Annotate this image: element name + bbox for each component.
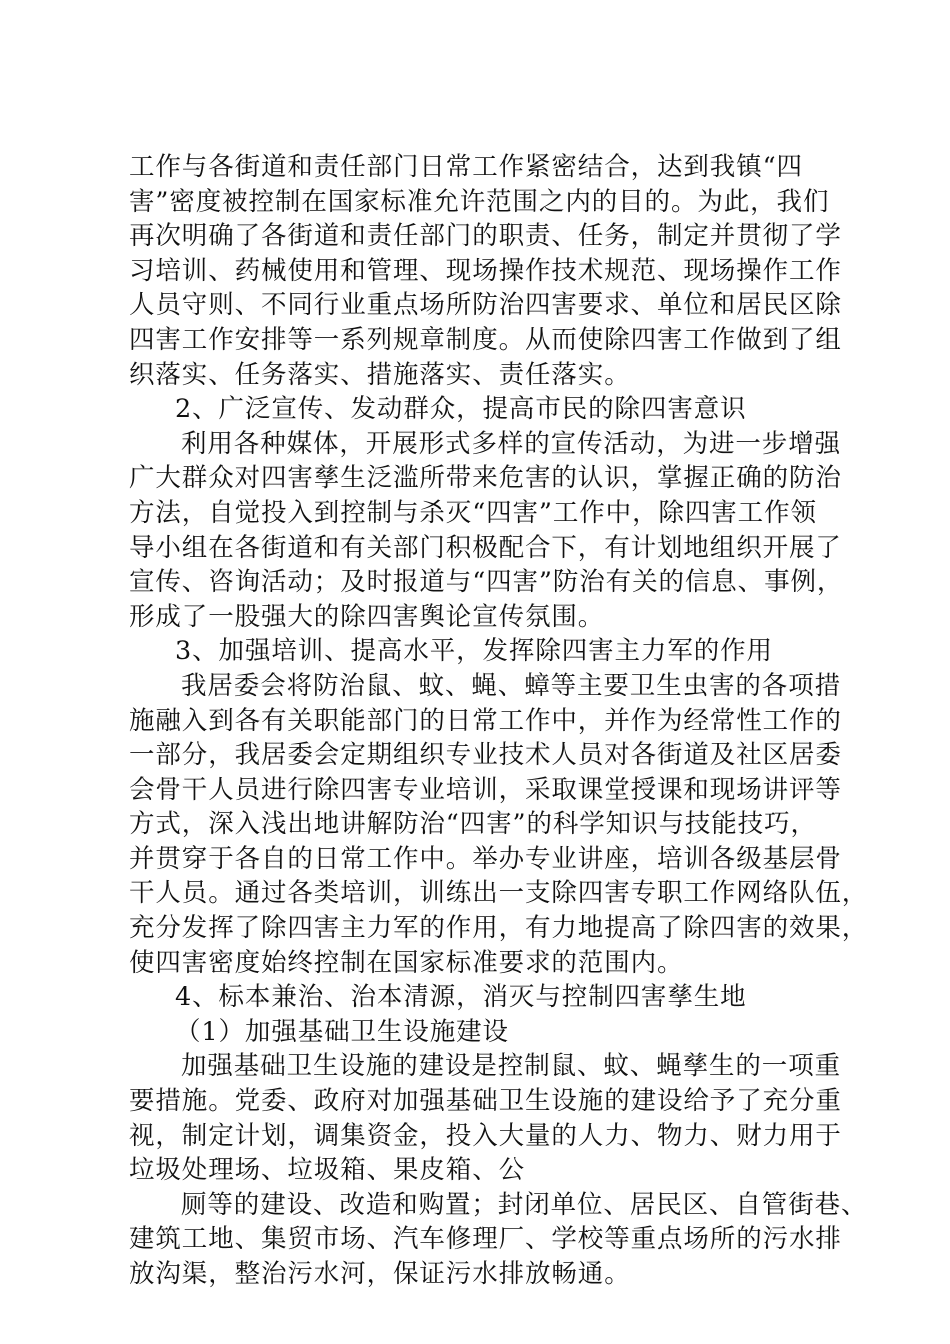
body-line: 织落实、任务落实、措施落实、责任落实。 (129, 359, 631, 390)
body-line: 方法，自觉投入到控制与杀灭“四害”工作中，除四害工作领 (129, 497, 817, 528)
body-line: 四害工作安排等一系列规章制度。从而使除四害工作做到了组 (129, 324, 842, 355)
body-line: 广大群众对四害孳生泛滥所带来危害的认识，掌握正确的防治 (129, 463, 842, 494)
body-line: 会骨干人员进行除四害专业培训，采取课堂授课和现场讲评等 (129, 774, 842, 805)
body-line: 视，制定计划，调集资金，投入大量的人力、物力、财力用于 (129, 1120, 842, 1151)
body-line: 宣传、咨询活动；及时报道与“四害”防治有关的信息、事例， (129, 567, 844, 598)
body-line: 方式，深入浅出地讲解防治“四害”的科学知识与技能技巧， (129, 809, 817, 840)
body-line: 使四害密度始终控制在国家标准要求的范围内。 (129, 947, 684, 978)
body-line: 工作与各街道和责任部门日常工作紧密结合，达到我镇“四 (129, 152, 803, 182)
paragraph-first-line: 利用各种媒体，开展形式多样的宣传活动，为进一步增强 (181, 428, 842, 459)
body-line: 垃圾处理场、垃圾箱、果皮箱、公 (129, 1155, 526, 1186)
body-line: 再次明确了各街道和责任部门的职责、任务，制定并贯彻了学 (129, 221, 842, 252)
body-line: 人员守则、不同行业重点场所防治四害要求、单位和居民区除 (129, 290, 842, 321)
document-body (129, 150, 869, 1292)
paragraph-first-line: 加强基础卫生设施的建设是控制鼠、蚊、蝇孳生的一项重 (181, 1051, 842, 1082)
body-line: 导小组在各街道和有关部门积极配合下，有计划地组织开展了 (129, 532, 842, 563)
body-line: 形成了一股强大的除四害舆论宣传氛围。 (129, 601, 605, 632)
body-line: 习培训、药械使用和管理、现场操作技术规范、现场操作工作 (129, 255, 842, 286)
body-line: 充分发挥了除四害主力军的作用，有力地提高了除四害的效果， (129, 913, 869, 944)
body-line: 并贯穿于各自的日常工作中。举办专业讲座，培训各级基层骨 (129, 843, 842, 874)
section-heading-4: 4、标本兼治、治本清源，消灭与控制四害孳生地 (175, 982, 747, 1013)
body-line: 放沟渠，整治污水河，保证污水排放畅通。 (129, 1259, 631, 1289)
body-line: 要措施。党委、政府对加强基础卫生设施的建设给予了充分重 (129, 1086, 842, 1117)
section-heading-3: 3、加强培训、提高水平，发挥除四害主力军的作用 (175, 636, 773, 667)
subsection-heading-1: （1）加强基础卫生设施建设 (175, 1016, 509, 1047)
body-line: 一部分，我居委会定期组织专业技术人员对各街道及社区居委 (129, 740, 842, 771)
paragraph-first-line: 厕等的建设、改造和购置；封闭单位、居民区、自管街巷、 (181, 1189, 868, 1220)
section-heading-2: 2、广泛宣传、发动群众，提高市民的除四害意识 (175, 394, 747, 425)
body-line: 施融入到各有关职能部门的日常工作中，并作为经常性工作的 (129, 705, 842, 736)
body-line: 建筑工地、集贸市场、汽车修理厂、学校等重点场所的污水排 (129, 1224, 842, 1255)
paragraph-first-line: 我居委会将防治鼠、蚊、蝇、蟑等主要卫生虫害的各项措 (181, 670, 842, 701)
body-line: 干人员。通过各类培训，训练出一支除四害专职工作网络队伍， (129, 878, 869, 909)
body-line: 害”密度被控制在国家标准允许范围之内的目的。为此，我们 (129, 186, 830, 217)
